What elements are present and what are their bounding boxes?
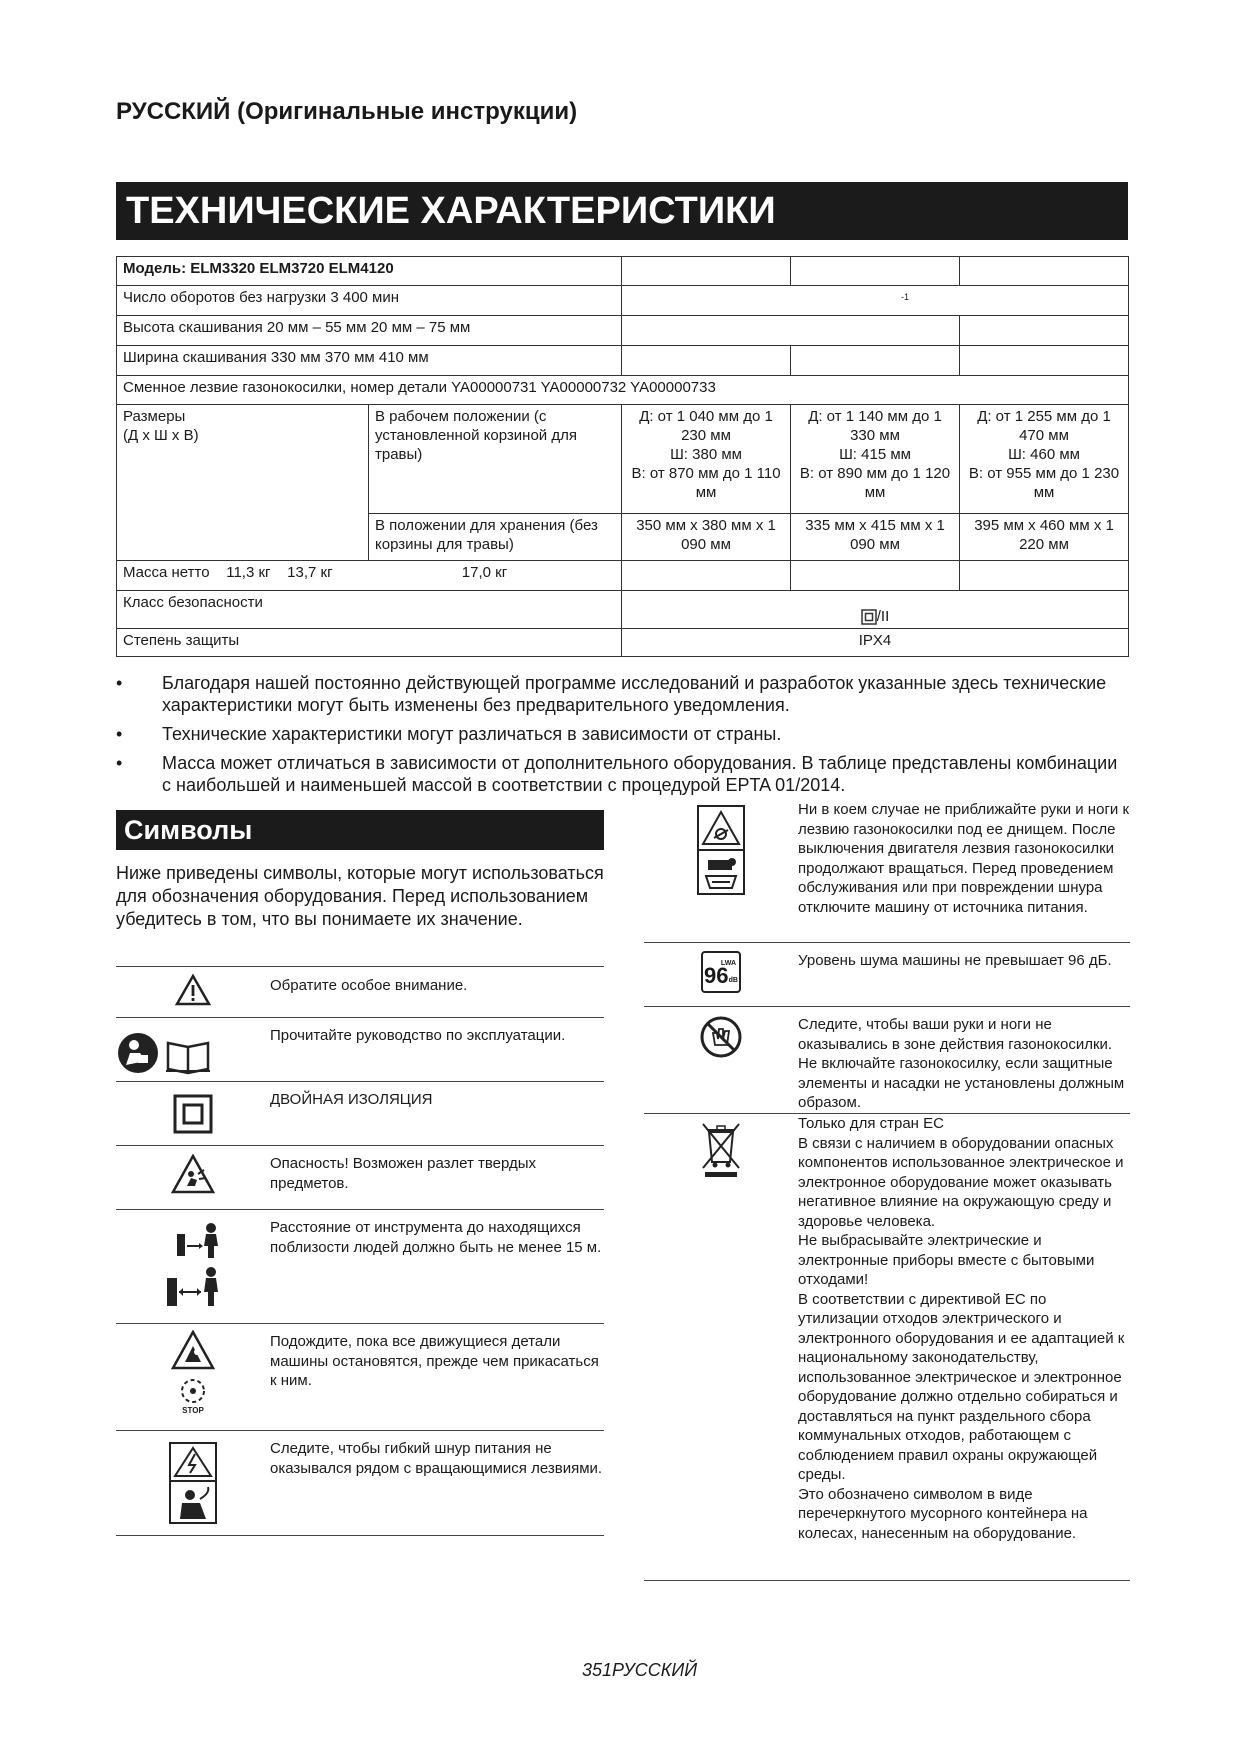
table-row (117, 257, 1129, 286)
symbol-row: Опасность! Возможен разлет твердых предметов. (116, 1146, 604, 1210)
table-row (117, 629, 1129, 657)
double-insulation-icon (173, 1094, 213, 1134)
stop-label: STOP (182, 1406, 204, 1415)
safety-class-label: Класс безопасности (117, 591, 622, 629)
warning-triangle-icon (175, 974, 211, 1006)
noise-value: 96 (704, 963, 729, 988)
rpm-cell: Число оборотов без нагрузки 3 400 мин (117, 286, 622, 316)
noise-unit: dB (728, 976, 738, 984)
symbol-row: Следите, чтобы ваши руки и ноги не оказывались в зоне действия газонокосилки. Не включайте газонокосилку, если защитные элементы и насадки не установлены должным образом. (644, 1007, 1130, 1114)
symbols-intro: Ниже приведены символы, которые могут использоваться для обозначения оборудования. Перед использованием убедитесь в том, что вы понимаете их значение. (116, 863, 604, 929)
dimensions-label: Размеры (Д х Ш х В) (117, 405, 369, 561)
list-item: • Благодаря нашей постоянно действующей программе исследований и разработок указанные здесь технические характеристики могут быть изменены без предварительного уведомления. (116, 673, 1107, 715)
cord-blade-icon (168, 1441, 218, 1525)
weee-bin-icon (699, 1122, 743, 1178)
page-number: 351РУССКИЙ (582, 1660, 698, 1680)
mass-cell: Масса нетто 11,3 кг 13,7 кг 17,0 кг (117, 561, 622, 591)
symbol-row: ДВОЙНАЯ ИЗОЛЯЦИЯ (116, 1082, 604, 1146)
table-row (117, 346, 1129, 376)
working-position-label: В рабочем положении (с установленной корзиной для травы) (369, 405, 622, 514)
stop-wait-icon (178, 1376, 208, 1415)
work-dim-2: Д: от 1 140 мм до 1 330 мм Ш: 415 мм В: от 890 мм до 1 120 мм (791, 405, 960, 514)
table-row (117, 561, 1129, 591)
keep-distance-icon (163, 1216, 223, 1312)
cut-height-cell: Высота скашивания 20 мм – 55 мм 20 мм – 75 мм (117, 316, 622, 346)
symbol-row: Следите, чтобы гибкий шнур питания не оказывался рядом с вращающимися лезвиями. (116, 1431, 604, 1536)
work-dim-3: Д: от 1 255 мм до 1 470 мм Ш: 460 мм В: от 955 мм до 1 230 мм (960, 405, 1129, 514)
noise-lwa-label: LWA (720, 960, 736, 967)
storage-dim-3: 395 мм х 460 мм х 1 220 мм (960, 514, 1129, 561)
keep-hands-away-icon (699, 1015, 743, 1059)
table-row (117, 591, 1129, 629)
work-dim-1: Д: от 1 040 мм до 1 230 мм Ш: 380 мм В: от 870 мм до 1 110 мм (622, 405, 791, 514)
symbol-row: Прочитайте руководство по эксплуатации. (116, 1018, 604, 1082)
rotating-blade-warning-icon (171, 1330, 215, 1370)
symbols-banner: Символы (116, 810, 604, 850)
safety-class-value: /II (876, 608, 890, 625)
blade-hands-icon (696, 804, 746, 896)
protection-value: IPX4 (622, 629, 1129, 657)
symbol-row: Только для стран ЕС В связи с наличием в оборудовании опасных компонентов использованное электрическое и электронное оборудование может оказывать негативное влияние на окружающую среду и здоровье человека. Не выбрасывайте электрические и электронные приборы вместе с бытовыми отходами! В соответствии с директивой ЕС по утилизации отходов электрического и электронного оборудования и ее адаптацией к национальному законодательству, использованное электрическое и электронное оборудование должно отдельно собираться и доставляться на пункт раздельного сбора коммунальных отходов, работающем с соблюдением правил охраны окружающей среды. Это обозначено символом в виде перечеркнутого мусорного контейнера на колесах, нанесенным на оборудование. (644, 1114, 1130, 1581)
symbol-row: Расстояние от инструмента до находящихся поблизости людей должно быть не менее 15 м. (116, 1210, 604, 1324)
spec-notes (116, 672, 1128, 803)
table-row (117, 405, 1129, 514)
table-row (117, 376, 1129, 405)
specs-banner: ТЕХНИЧЕСКИЕ ХАРАКТЕРИСТИКИ (116, 182, 1128, 240)
read-manual-icon (116, 1031, 216, 1075)
symbol-row: Ни в коем случае не приближайте руки и ноги к лезвию газонокосилки под ее днищем. После выключения двигателя лезвия газонокосилки продолжают вращаться. Перед проведением обслуживания или при повреждении шнура отключите машину от источника питания. (644, 800, 1130, 943)
page-title: РУССКИЙ (Оригинальные инструкции) (116, 98, 578, 125)
storage-dim-2: 335 мм х 415 мм х 1 090 мм (791, 514, 960, 561)
storage-dim-1: 350 мм х 380 мм х 1 090 мм (622, 514, 791, 561)
protection-label: Степень защиты (117, 629, 622, 657)
blade-cell: Сменное лезвие газонокосилки, номер детали YA00000731 YA00000732 YA00000733 (117, 376, 1129, 405)
symbol-row: STOP Подождите, пока все движущиеся детали машины остановятся, прежде чем прикасаться к ним. (116, 1324, 604, 1431)
cut-width-cell: Ширина скашивания 330 мм 370 мм 410 мм (117, 346, 622, 376)
flying-objects-icon (171, 1154, 215, 1194)
list-item: • Технические характеристики могут различаться в зависимости от страны. (116, 724, 782, 744)
noise-level-icon (701, 951, 741, 993)
specs-table (116, 256, 1129, 657)
symbol-row: Обратите особое внимание. (116, 968, 604, 1018)
table-row (117, 286, 1129, 316)
rpm-unit: -1 (901, 292, 910, 302)
storage-position-label: В положении для хранения (без корзины для травы) (369, 514, 622, 561)
double-insulation-small-icon (861, 609, 877, 625)
symbol-row: LWA 96 dB Уровень шума машины не превышает 96 дБ. (644, 943, 1130, 1007)
list-item: • Масса может отличаться в зависимости от дополнительного оборудования. В таблице представлены комбинации с наибольшей и наименьшей массой в соответствии с процедурой EPTA 01/2014. (116, 753, 1118, 795)
model-cell: Модель: ELM3320 ELM3720 ELM4120 (117, 257, 622, 286)
table-row (117, 316, 1129, 346)
